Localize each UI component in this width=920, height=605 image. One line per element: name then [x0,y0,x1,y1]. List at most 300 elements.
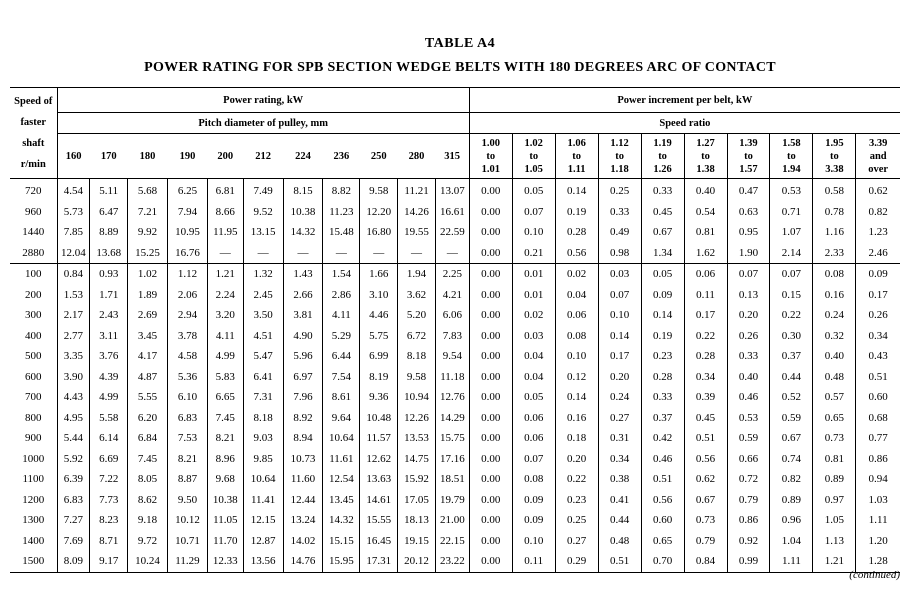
power-increment-cell: 0.89 [813,469,856,490]
power-rating-cell: 14.61 [360,490,398,511]
power-increment-cell: 0.79 [684,531,727,552]
power-rating-cell: 20.12 [398,551,436,572]
power-rating-cell: 13.07 [435,179,469,202]
power-increment-cell: 0.86 [856,449,900,470]
power-increment-cell: 0.96 [770,510,813,531]
diameter-header: 250 [360,134,398,179]
table-row [10,428,900,449]
power-increment-cell: 1.21 [813,551,856,572]
power-rating-cell: 12.54 [323,469,360,490]
power-increment-cell: 0.62 [856,179,900,202]
power-rating-cell: 8.19 [360,367,398,388]
power-increment-cell: 0.27 [598,408,641,429]
power-increment-cell: 0.00 [469,408,512,429]
power-rating-cell: 11.41 [243,490,283,511]
table-row [10,346,900,367]
power-rating-cell: 7.31 [243,387,283,408]
power-rating-cell: 4.43 [57,387,90,408]
power-increment-cell: 0.82 [856,202,900,223]
power-increment-cell: 0.13 [727,285,770,306]
power-rating-cell: 15.25 [128,243,168,264]
power-increment-cell: 0.40 [813,346,856,367]
power-rating-cell: 5.83 [207,367,243,388]
power-increment-cell: 0.37 [770,346,813,367]
power-increment-cell: 0.37 [641,408,684,429]
power-rating-cell: 11.70 [207,531,243,552]
diameter-header: 224 [283,134,323,179]
power-rating-cell: 15.55 [360,510,398,531]
speed-cell: 1100 [22,473,45,486]
speed-ratio-column-header: 1.39 to 1.57 [727,134,770,179]
speed-ratio-column-header: 1.12 to 1.18 [598,134,641,179]
power-rating-cell: 8.66 [207,202,243,223]
power-rating-cell: — [207,243,243,264]
speed-ratio-header: Speed ratio [469,113,900,134]
power-rating-cell: 15.95 [323,551,360,572]
power-increment-cell: 0.46 [641,449,684,470]
speed-cell: 1000 [22,452,45,465]
power-increment-cell: 0.20 [555,449,598,470]
power-increment-cell: 0.06 [555,305,598,326]
power-increment-cell: 1.20 [856,531,900,552]
power-increment-cell: 0.23 [641,346,684,367]
power-increment-cell: 0.05 [641,264,684,285]
power-rating-cell: 2.45 [243,285,283,306]
diameter-header: 315 [435,134,469,179]
power-increment-cell: 0.09 [641,285,684,306]
power-increment-cell: 0.00 [469,179,512,202]
power-increment-cell: 0.33 [641,179,684,202]
power-rating-cell: 8.62 [128,490,168,511]
power-rating-cell: 5.96 [283,346,323,367]
power-increment-cell: 0.16 [555,408,598,429]
diameter-header: 236 [323,134,360,179]
power-increment-cell: 0.46 [727,387,770,408]
speed-cell: 720 [10,179,57,202]
power-increment-cell: 0.09 [856,264,900,285]
power-increment-cell: 0.04 [512,346,555,367]
power-increment-cell: 0.33 [727,346,770,367]
power-increment-cell: 1.04 [770,531,813,552]
power-rating-cell: 6.84 [128,428,168,449]
power-increment-cell: 0.82 [770,469,813,490]
speed-ratio-column-header: 1.95 to 3.38 [813,134,856,179]
power-rating-cell: 5.29 [323,326,360,347]
power-rating-cell: 3.90 [57,367,90,388]
power-increment-cell: 0.01 [512,285,555,306]
power-increment-cell: 0.19 [555,202,598,223]
power-rating-cell: 10.48 [360,408,398,429]
power-rating-cell: 18.51 [435,469,469,490]
power-rating-cell: — [323,243,360,264]
power-rating-cell: 16.45 [360,531,398,552]
power-rating-cell: 4.11 [323,305,360,326]
power-rating-cell: 5.20 [398,305,436,326]
power-increment-cell: 1.90 [727,243,770,264]
power-increment-cell: 0.73 [684,510,727,531]
power-increment-cell: 0.81 [684,222,727,243]
power-increment-cell: 0.08 [512,469,555,490]
power-rating-cell: 9.92 [128,222,168,243]
power-rating-cell: 9.64 [323,408,360,429]
power-increment-cell: 0.59 [770,408,813,429]
power-increment-cell: 0.44 [770,367,813,388]
power-rating-cell: 16.80 [360,222,398,243]
table-row [10,264,900,285]
speed-cell: 700 [25,391,42,404]
power-increment-cell: 0.33 [641,387,684,408]
power-rating-cell: 6.20 [128,408,168,429]
table-row [10,387,900,408]
power-increment-cell: 0.10 [512,531,555,552]
speed-steps-group [10,264,900,573]
power-rating-cell: 14.32 [283,222,323,243]
power-rating-cell: 11.23 [323,202,360,223]
power-rating-cell: 10.94 [398,387,436,408]
power-rating-cell: 12.33 [207,551,243,572]
power-increment-cell: 0.29 [555,551,598,572]
power-increment-cell: 0.54 [684,202,727,223]
power-rating-cell: 7.45 [207,408,243,429]
power-rating-cell: 1.71 [90,285,128,306]
table-row [10,531,900,552]
power-increment-cell: 0.25 [555,510,598,531]
power-increment-cell: 0.00 [469,243,512,264]
power-rating-cell: 4.54 [57,179,90,202]
power-increment-cell: 1.23 [856,222,900,243]
power-rating-cell: 12.87 [243,531,283,552]
table-row [10,326,900,347]
power-increment-cell: 0.30 [770,326,813,347]
power-rating-cell: 4.99 [207,346,243,367]
power-increment-cell: 0.28 [641,367,684,388]
power-increment-cell: 0.53 [770,179,813,202]
power-rating-cell: 4.99 [90,387,128,408]
power-rating-cell: 6.72 [398,326,436,347]
power-rating-cell: 13.56 [243,551,283,572]
power-increment-cell: 0.23 [555,490,598,511]
power-rating-cell: 3.10 [360,285,398,306]
power-rating-cell: 14.76 [283,551,323,572]
power-rating-cell: 8.23 [90,510,128,531]
power-rating-cell: 4.90 [283,326,323,347]
power-increment-cell: 0.63 [727,202,770,223]
power-increment-cell: 0.32 [813,326,856,347]
power-rating-cell: 9.52 [243,202,283,223]
power-rating-cell: 2.86 [323,285,360,306]
speed-ratio-column-header: 1.02 to 1.05 [512,134,555,179]
power-rating-cell: 9.72 [128,531,168,552]
power-increment-cell: 1.62 [684,243,727,264]
power-increment-cell: 0.05 [512,387,555,408]
power-increment-cell: 0.17 [856,285,900,306]
power-rating-cell: 10.95 [168,222,208,243]
continued-note: (continued) [849,569,900,581]
power-rating-cell: 2.66 [283,285,323,306]
power-rating-cell: 4.51 [243,326,283,347]
power-rating-cell: 4.58 [168,346,208,367]
power-rating-cell: 10.24 [128,551,168,572]
power-rating-cell: 3.35 [57,346,90,367]
speed-cell: 300 [25,309,42,322]
power-rating-cell: 5.44 [57,428,90,449]
power-rating-cell: 12.44 [283,490,323,511]
power-rating-cell: 3.76 [90,346,128,367]
power-increment-cell: 0.22 [770,305,813,326]
table-row [10,490,900,511]
power-rating-cell: 1.66 [360,264,398,285]
power-increment-cell: 0.98 [598,243,641,264]
power-rating-cell: 1.02 [128,264,168,285]
power-rating-cell: 8.18 [243,408,283,429]
power-rating-cell: 13.63 [360,469,398,490]
power-rating-cell: 3.81 [283,305,323,326]
power-rating-cell: 4.46 [360,305,398,326]
power-rating-cell: 8.21 [168,449,208,470]
power-rating-cell: 9.36 [360,387,398,408]
power-rating-table [10,87,900,573]
power-rating-cell: 11.57 [360,428,398,449]
power-increment-cell: 0.07 [512,449,555,470]
power-increment-cell: 0.00 [469,285,512,306]
power-rating-cell: 8.21 [207,428,243,449]
power-increment-cell: 1.11 [770,551,813,572]
power-increment-cell: 0.56 [555,243,598,264]
power-rating-cell: 13.45 [323,490,360,511]
power-increment-cell: 0.59 [727,428,770,449]
power-rating-cell: 9.58 [360,179,398,202]
speed-cell: 1440 [22,226,45,239]
power-increment-cell: 0.11 [684,285,727,306]
power-rating-cell: 2.94 [168,305,208,326]
power-increment-cell: 0.78 [813,202,856,223]
power-rating-cell: 8.61 [323,387,360,408]
diameter-header: 180 [128,134,168,179]
power-increment-cell: 1.13 [813,531,856,552]
power-increment-cell: 1.34 [641,243,684,264]
power-increment-cell: 0.00 [469,202,512,223]
speed-cell: 1300 [22,514,45,527]
power-rating-cell: 6.39 [57,469,90,490]
power-increment-cell: 0.08 [813,264,856,285]
power-rating-cell: 13.68 [90,243,128,264]
power-rating-cell: 1.53 [57,285,90,306]
power-increment-cell: 0.43 [856,346,900,367]
power-rating-cell: 12.62 [360,449,398,470]
power-rating-cell: 4.21 [435,285,469,306]
table-row [10,285,900,306]
power-increment-cell: 0.89 [770,490,813,511]
power-rating-cell: 1.89 [128,285,168,306]
power-increment-cell: 0.81 [813,449,856,470]
power-increment-cell: 0.22 [555,469,598,490]
power-rating-cell: 6.99 [360,346,398,367]
power-increment-cell: 0.99 [727,551,770,572]
power-rating-cell: 3.11 [90,326,128,347]
power-increment-cell: 0.65 [641,531,684,552]
power-rating-cell: 5.36 [168,367,208,388]
power-increment-cell: 0.09 [512,510,555,531]
power-increment-cell: 0.00 [469,449,512,470]
power-increment-cell: 0.20 [598,367,641,388]
power-rating-cell: 7.45 [128,449,168,470]
power-rating-cell: 8.18 [398,346,436,367]
power-rating-cell: 1.21 [207,264,243,285]
column-headers-row [10,134,900,179]
power-rating-cell: 2.06 [168,285,208,306]
power-increment-cell: 0.00 [469,428,512,449]
power-rating-cell: 11.60 [283,469,323,490]
power-rating-cell: 7.69 [57,531,90,552]
power-rating-cell: 4.87 [128,367,168,388]
power-rating-cell: 22.15 [435,531,469,552]
power-rating-cell: 13.15 [243,222,283,243]
power-increment-cell: 0.62 [684,469,727,490]
power-increment-cell: 0.16 [813,285,856,306]
power-increment-cell: 0.67 [770,428,813,449]
power-rating-cell: — [283,243,323,264]
diameter-header: 160 [57,134,90,179]
power-increment-cell: 0.60 [856,387,900,408]
power-rating-cell: 7.53 [168,428,208,449]
power-increment-cell: 0.06 [684,264,727,285]
power-increment-cell: 0.14 [598,326,641,347]
power-increment-cell: 0.79 [727,490,770,511]
power-increment-cell: 0.02 [555,264,598,285]
power-rating-cell: 7.27 [57,510,90,531]
power-increment-cell: 0.04 [512,367,555,388]
power-increment-cell: 0.94 [856,469,900,490]
power-rating-cell: 7.85 [57,222,90,243]
power-increment-cell: 0.74 [770,449,813,470]
power-rating-cell: — [398,243,436,264]
power-rating-cell: 7.73 [90,490,128,511]
power-rating-cell: 6.25 [168,179,208,202]
speed-ratio-column-header: 1.06 to 1.11 [555,134,598,179]
power-increment-cell: 1.28 [856,551,900,572]
power-rating-cell: 11.29 [168,551,208,572]
power-increment-cell: 0.40 [684,179,727,202]
power-increment-cell: 0.00 [469,490,512,511]
power-increment-cell: 0.34 [856,326,900,347]
power-rating-cell: 2.77 [57,326,90,347]
speed-cell: 400 [25,329,42,342]
power-increment-cell: 0.70 [641,551,684,572]
power-rating-cell: 1.12 [168,264,208,285]
power-rating-cell: 14.32 [323,510,360,531]
power-increment-cell: 1.16 [813,222,856,243]
standard-speeds-group [10,179,900,264]
power-rating-cell: 15.92 [398,469,436,490]
power-rating-cell: 12.04 [57,243,90,264]
power-rating-cell: 6.10 [168,387,208,408]
power-increment-cell: 0.72 [727,469,770,490]
power-rating-cell: 16.76 [168,243,208,264]
power-rating-cell: 11.61 [323,449,360,470]
power-increment-cell: 0.71 [770,202,813,223]
power-rating-cell: 7.54 [323,367,360,388]
power-rating-cell: 6.81 [207,179,243,202]
power-rating-cell: 5.58 [90,408,128,429]
power-rating-cell: 17.05 [398,490,436,511]
power-increment-cell: 0.00 [469,367,512,388]
power-rating-cell: 11.21 [398,179,436,202]
power-rating-cell: 2.24 [207,285,243,306]
table-row [10,179,900,202]
power-rating-cell: 19.79 [435,490,469,511]
power-increment-cell: 0.17 [684,305,727,326]
table-row [10,305,900,326]
power-rating-cell: 7.22 [90,469,128,490]
power-increment-cell: 0.39 [684,387,727,408]
power-increment-cell: 0.67 [684,490,727,511]
power-increment-cell: 0.06 [512,428,555,449]
table-row [10,408,900,429]
power-rating-cell: 19.15 [398,531,436,552]
speed-ratio-column-header: 1.58 to 1.94 [770,134,813,179]
power-increment-cell: 0.21 [512,243,555,264]
power-rating-cell: 8.89 [90,222,128,243]
table-row [10,202,900,223]
power-rating-cell: — [360,243,398,264]
power-rating-cell: 14.29 [435,408,469,429]
power-increment-cell: 0.10 [512,222,555,243]
power-rating-cell: 10.64 [323,428,360,449]
power-rating-cell: 21.00 [435,510,469,531]
power-rating-cell: 5.11 [90,179,128,202]
power-rating-cell: 15.48 [323,222,360,243]
power-increment-cell: 0.67 [641,222,684,243]
diameter-header: 280 [398,134,436,179]
power-increment-cell: 0.31 [598,428,641,449]
power-rating-cell: 10.38 [207,490,243,511]
power-increment-cell: 0.38 [598,469,641,490]
power-increment-cell: 1.11 [856,510,900,531]
power-rating-cell: 1.54 [323,264,360,285]
power-increment-cell: 0.58 [813,179,856,202]
power-increment-cell: 0.48 [813,367,856,388]
power-rating-cell: 3.62 [398,285,436,306]
power-increment-cell: 0.34 [684,367,727,388]
power-rating-cell: 2.43 [90,305,128,326]
power-increment-cell: 0.07 [727,264,770,285]
power-rating-cell: 9.58 [398,367,436,388]
power-increment-cell: 0.00 [469,510,512,531]
power-increment-cell: 0.14 [555,387,598,408]
power-increment-cell: 1.07 [770,222,813,243]
speed-cell: 900 [25,432,42,445]
power-rating-cell: 12.26 [398,408,436,429]
table-row [10,367,900,388]
power-rating-cell: 8.05 [128,469,168,490]
power-increment-cell: 0.68 [856,408,900,429]
power-increment-cell: 0.45 [684,408,727,429]
power-rating-cell: 8.09 [57,551,90,572]
power-rating-cell: — [435,243,469,264]
power-increment-cell: 0.00 [469,469,512,490]
power-rating-cell: 11.05 [207,510,243,531]
power-increment-cell: 0.95 [727,222,770,243]
power-increment-cell: 0.00 [469,531,512,552]
power-rating-cell: 7.21 [128,202,168,223]
power-rating-cell: 19.55 [398,222,436,243]
power-increment-cell: 2.33 [813,243,856,264]
power-rating-cell: 7.96 [283,387,323,408]
power-increment-cell: 0.86 [727,510,770,531]
power-increment-cell: 0.92 [727,531,770,552]
power-rating-cell: 13.24 [283,510,323,531]
speed-column-header: Speed of faster shaft r/min [10,88,57,179]
